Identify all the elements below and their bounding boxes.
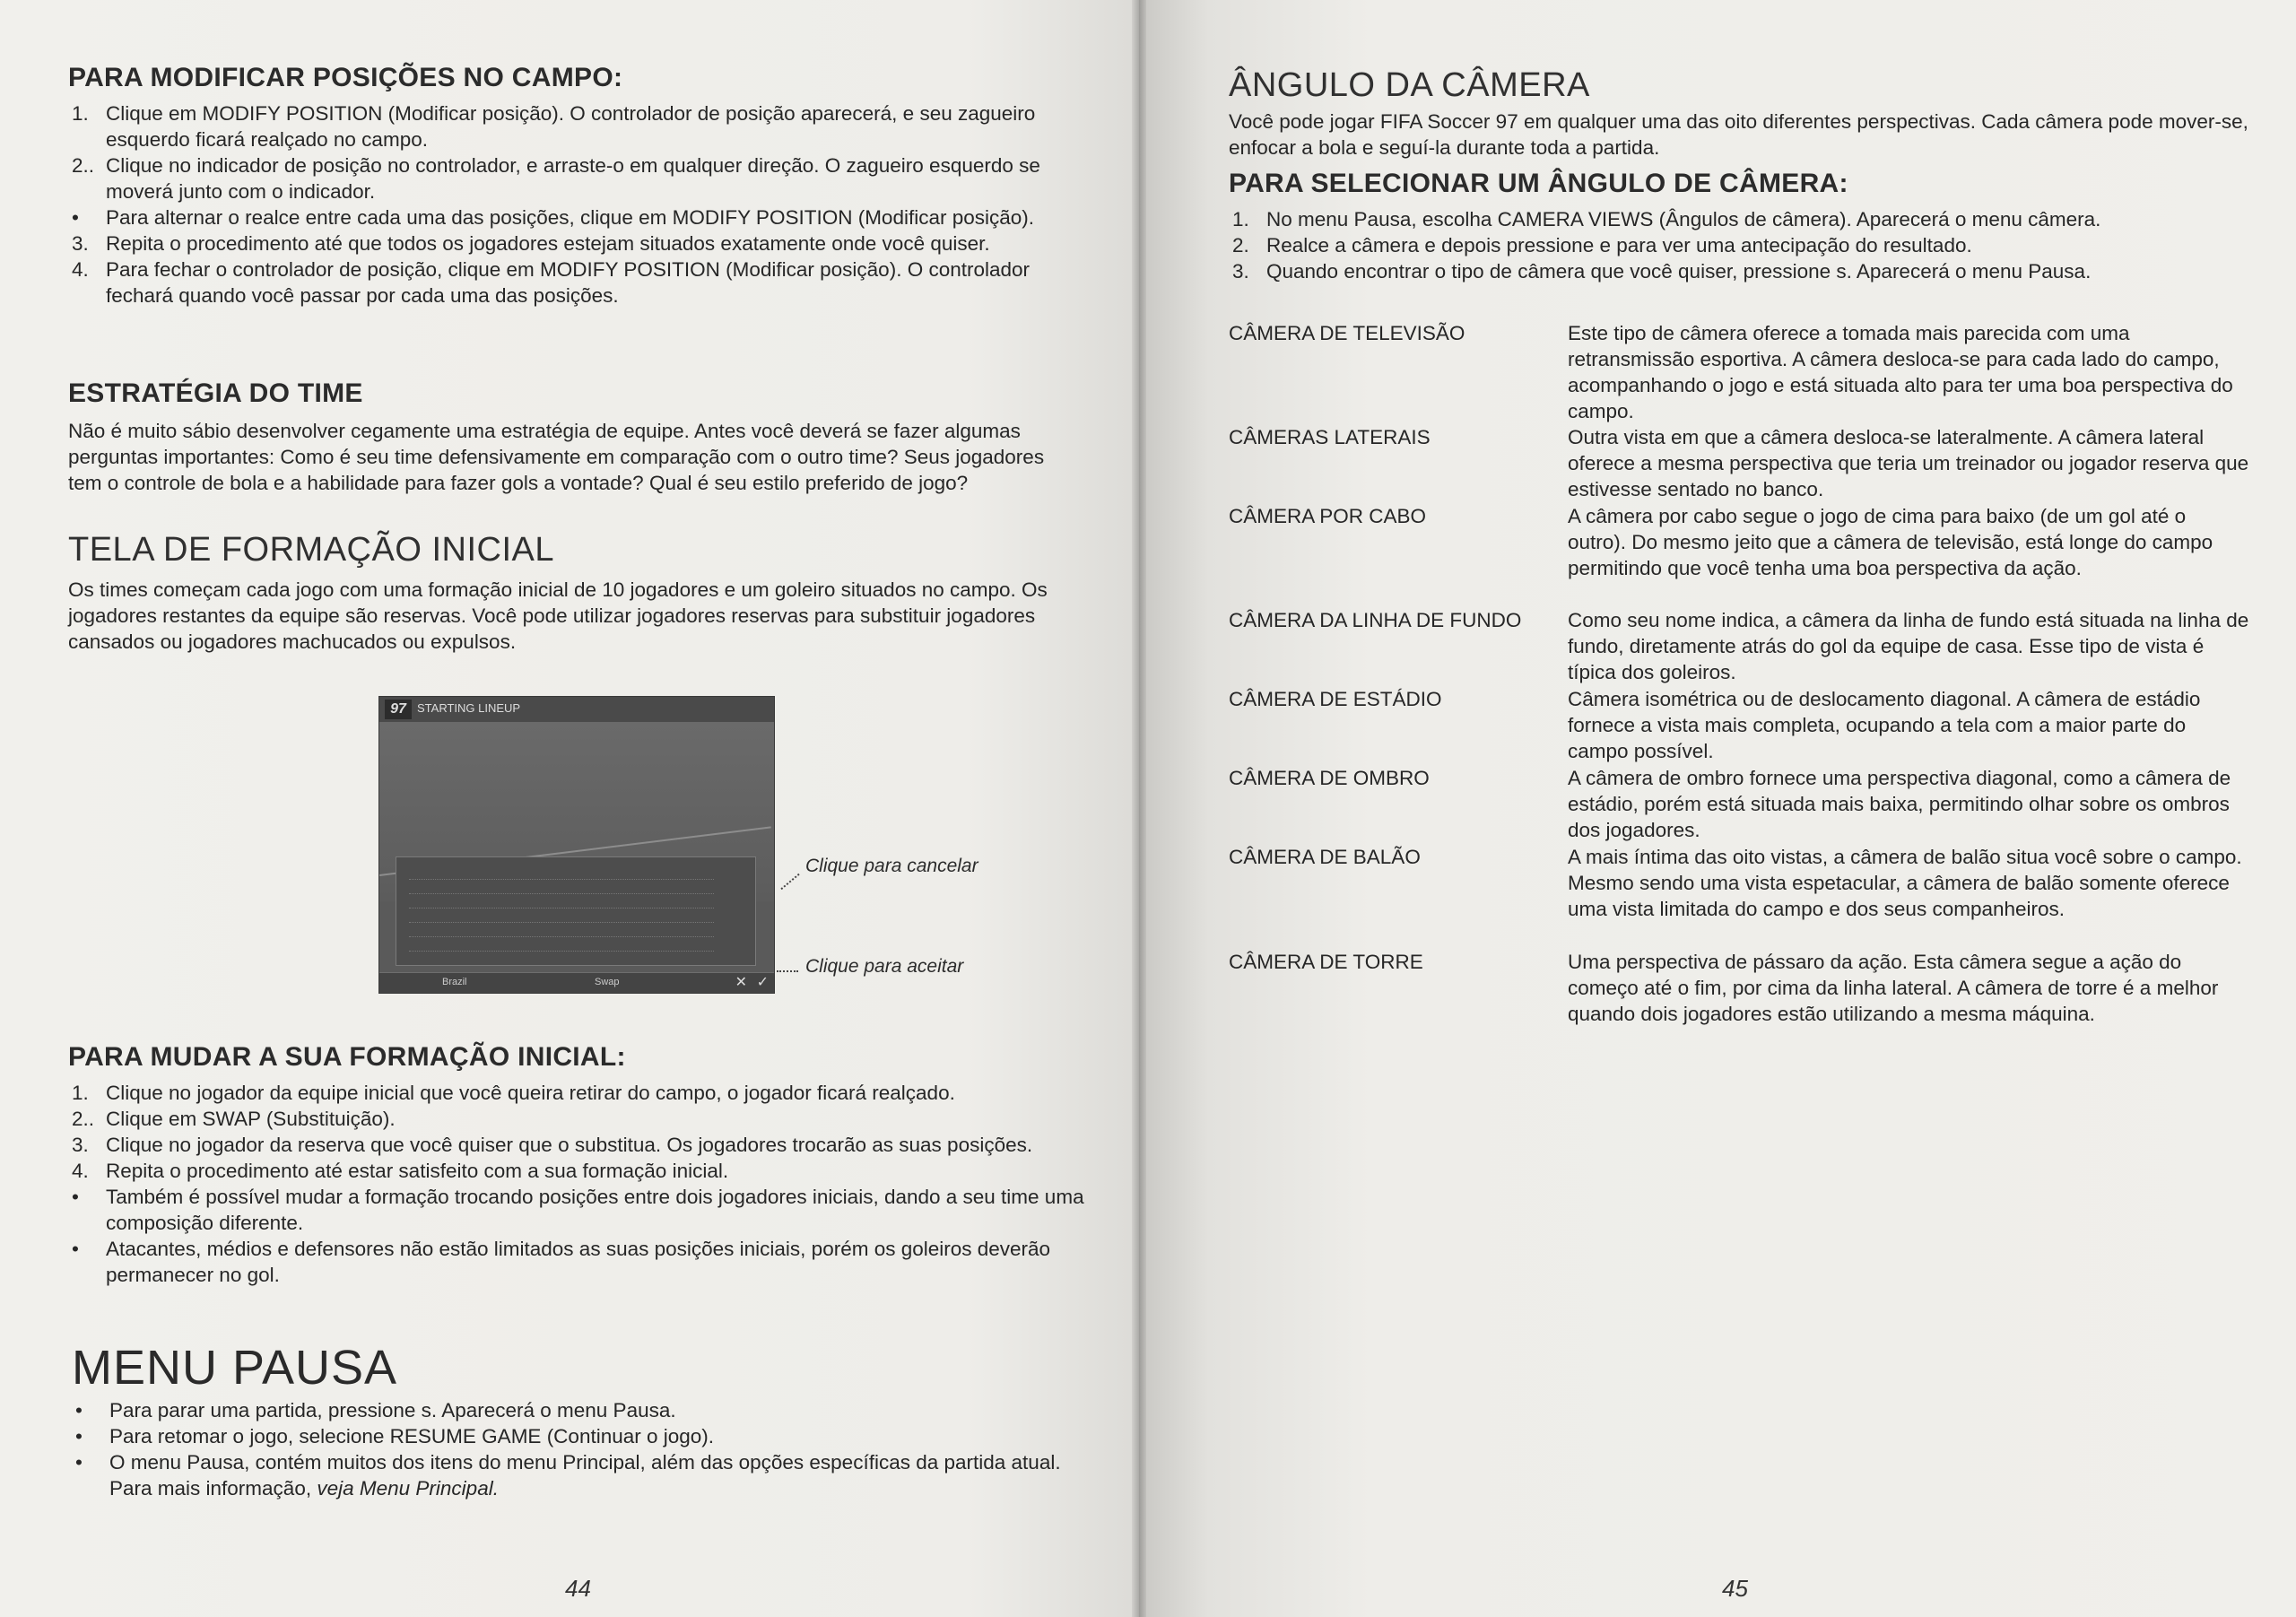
screenshot-title: STARTING LINEUP [417,701,521,715]
list-item: 3. Repita o procedimento até que todos os jogadores estejam situados exatamente onde você quiser. [72,232,990,255]
camera-label: CÂMERA DE TORRE [1229,951,1423,973]
lineup-section [68,531,1073,655]
pause-menu-section [72,1340,1094,1501]
cancel-icon: ✕ [735,975,747,990]
list-item: • Para retomar o jogo, selecione RESUME GAME (Continuar o jogo). [75,1425,715,1447]
list-item: 3. Clique no jogador da reserva que você quiser que o substitua. Os jogadores trocarão as suas posições. [72,1134,1033,1156]
list-item: • Para parar uma partida, pressione s. Aparecerá o menu Pausa. [75,1399,676,1421]
fifa-logo: 97 [385,700,412,719]
player-list-panel [396,856,756,966]
list-item: • Atacantes, médios e defensores não estão limitados as suas posições iniciais, porém os goleiros deverão permanecer no gol. [72,1238,1051,1286]
change-lineup-list [68,1080,1091,1288]
select-camera-section [1229,169,2251,284]
camera-description: A mais íntima das oito vistas, a câmera de balão situa você sobre o campo. Mesmo sendo uma vista espetacular, a câmera de balão somente oferece uma vista limitada do campo e dos seus companheiros. [1568,846,2242,920]
table-row [409,884,714,894]
pause-menu-heading: MENU PAUSA [72,1341,398,1395]
strategy-heading: ESTRATÉGIA DO TIME [68,378,363,408]
camera-label: CÂMERAS LATERAIS [1229,426,1431,448]
list-item: 3. Quando encontrar o tipo de câmera que você quiser, pressione s. Aparecerá o menu Pausa. [1232,260,2092,283]
page-number-right: 45 [1722,1575,1748,1602]
table-row [409,870,714,880]
camera-label: CÂMERA DA LINHA DE FUNDO [1229,609,1522,631]
camera-angle-section [1229,66,2251,161]
camera-label: CÂMERA DE ESTÁDIO [1229,688,1442,710]
change-lineup-heading: PARA MUDAR A SUA FORMAÇÃO INICIAL: [68,1042,626,1072]
camera-label: CÂMERA POR CABO [1229,505,1427,527]
list-item: 1. No menu Pausa, escolha CAMERA VIEWS (Ângulos de câmera). Aparecerá o menu câmera. [1232,208,2101,230]
cancel-callout: Clique para cancelar [805,856,978,876]
modify-position-list [68,100,1082,309]
starting-lineup-screenshot [378,696,775,994]
screenshot-footer [379,972,774,993]
modify-position-section [68,63,1082,309]
accept-callout: Clique para aceitar [805,956,964,977]
camera-label: CÂMERA DE BALÃO [1229,846,1421,868]
page-number-left: 44 [565,1575,591,1602]
lineup-heading: TELA DE FORMAÇÃO INICIAL [68,531,554,569]
table-row [409,899,714,908]
change-lineup-section [68,1042,1091,1288]
camera-description: A câmera por cabo segue o jogo de cima para baixo (de um gol até o outro). Do mesmo jeito que a câmera de televisão, está longe do campo permitindo que você tenha uma boa perspectiva da ação. [1568,505,2213,579]
list-item: • Para alternar o realce entre cada uma das posições, clique em MODIFY POSITION (Modificar posição). [72,206,1035,229]
list-item: • Também é possível mudar a formação trocando posições entre dois jogadores iniciais, dando a seu time uma composição diferente. [72,1186,1084,1234]
lineup-body: Os times começam cada jogo com uma formação inicial de 10 jogadores e um goleiro situados no campo. Os jogadores restantes da equipe são reservas. Você pode utilizar jogadores reservas para substituir jogadores cansados ou jogadores machucados ou expulsos. [68,578,1048,653]
table-row [409,927,714,937]
camera-description: Como seu nome indica, a câmera da linha de fundo está situada na linha de fundo, diretamente atrás do gol da equipe de casa. Esse tipo de vista é típica dos goleiros. [1568,609,2249,683]
list-item: 1. Clique em MODIFY POSITION (Modificar posição). O controlador de posição aparecerá, e seu zagueiro esquerdo ficará realçado no campo. [72,102,1036,151]
list-item: 4. Para fechar o controlador de posição, clique em MODIFY POSITION (Modificar posição). O controlador fechará quando você passar por cada uma das posições. [72,258,1031,307]
select-camera-heading: PARA SELECIONAR UM ÂNGULO DE CÂMERA: [1229,169,1848,198]
camera-description: Outra vista em que a câmera desloca-se lateralmente. A câmera lateral oferece a mesma perspectiva que teria um treinador ou jogador reserva que estivesse sentado no banco. [1568,426,2249,500]
modify-position-heading: PARA MODIFICAR POSIÇÕES NO CAMPO: [68,63,623,92]
camera-description: Câmera isométrica ou de deslocamento diagonal. A câmera de estádio fornece a vista mais completa, ocupando a tela com a maior parte do campo possível. [1568,688,2201,762]
book-gutter [1132,0,1146,1617]
table-row [409,913,714,923]
camera-description: Este tipo de câmera oferece a tomada mais parecida com uma retransmissão esportiva. A câmera desloca-se para cada lado do campo, acompanhando o jogo e está situada alto para ter uma boa perspectiva do campo. [1568,322,2233,422]
camera-angle-body: Você pode jogar FIFA Soccer 97 em qualquer uma das oito diferentes perspectivas. Cada câmera pode mover-se, enfocar a bola e seguí-la durante toda a partida. [1229,110,2248,159]
camera-description: A câmera de ombro fornece uma perspectiva diagonal, como a câmera de estádio, porém está situada mais baixa, permitindo olhar sobre os ombros dos jogadores. [1568,767,2231,841]
camera-label: CÂMERA DE TELEVISÃO [1229,322,1465,344]
list-item: 2.. Clique em SWAP (Substituição). [72,1108,396,1130]
pause-menu-list [72,1397,1094,1501]
table-row [409,942,714,952]
select-camera-list [1229,206,2251,284]
screenshot-titlebar [379,697,774,722]
camera-label: CÂMERA DE OMBRO [1229,767,1430,789]
accept-leader [777,970,798,972]
swap-button: Swap [595,977,620,987]
strategy-body: Não é muito sábio desenvolver cegamente uma estratégia de equipe. Antes você deverá se fazer algumas perguntas importantes: Como é seu time defensivamente em comparação com o outro time? Seus jogadores tem o controle de bola e a habilidade para fazer gols a vontade? Qual é seu estilo preferido de jogo? [68,420,1045,494]
camera-description: Uma perspectiva de pássaro da ação. Esta câmera segue a ação do começo até o fim, por cima da linha lateral. A câmera de torre é a melhor quando dois jogadores estão utilizando a mesma máquina. [1568,951,2219,1025]
strategy-section [68,378,1073,496]
list-item: 1. Clique no jogador da equipe inicial que você queira retirar do campo, o jogador ficará realçado. [72,1082,955,1104]
list-item: 4. Repita o procedimento até estar satisfeito com a sua formação inicial. [72,1160,729,1182]
accept-icon: ✓ [756,975,769,990]
camera-angle-heading: ÂNGULO DA CÂMERA [1229,66,1590,104]
list-item: 2. Realce a câmera e depois pressione e para ver uma antecipação do resultado. [1232,234,1972,256]
list-item: 2.. Clique no indicador de posição no controlador, e arraste-o em qualquer direção. O zagueiro esquerdo se moverá junto com o indicador. [72,154,1040,203]
team-name: Brazil [442,977,467,987]
list-item: • O menu Pausa, contém muitos dos itens do menu Principal, além das opções específicas da partida atual. Para mais informação, veja Menu Principal. [75,1451,1061,1500]
